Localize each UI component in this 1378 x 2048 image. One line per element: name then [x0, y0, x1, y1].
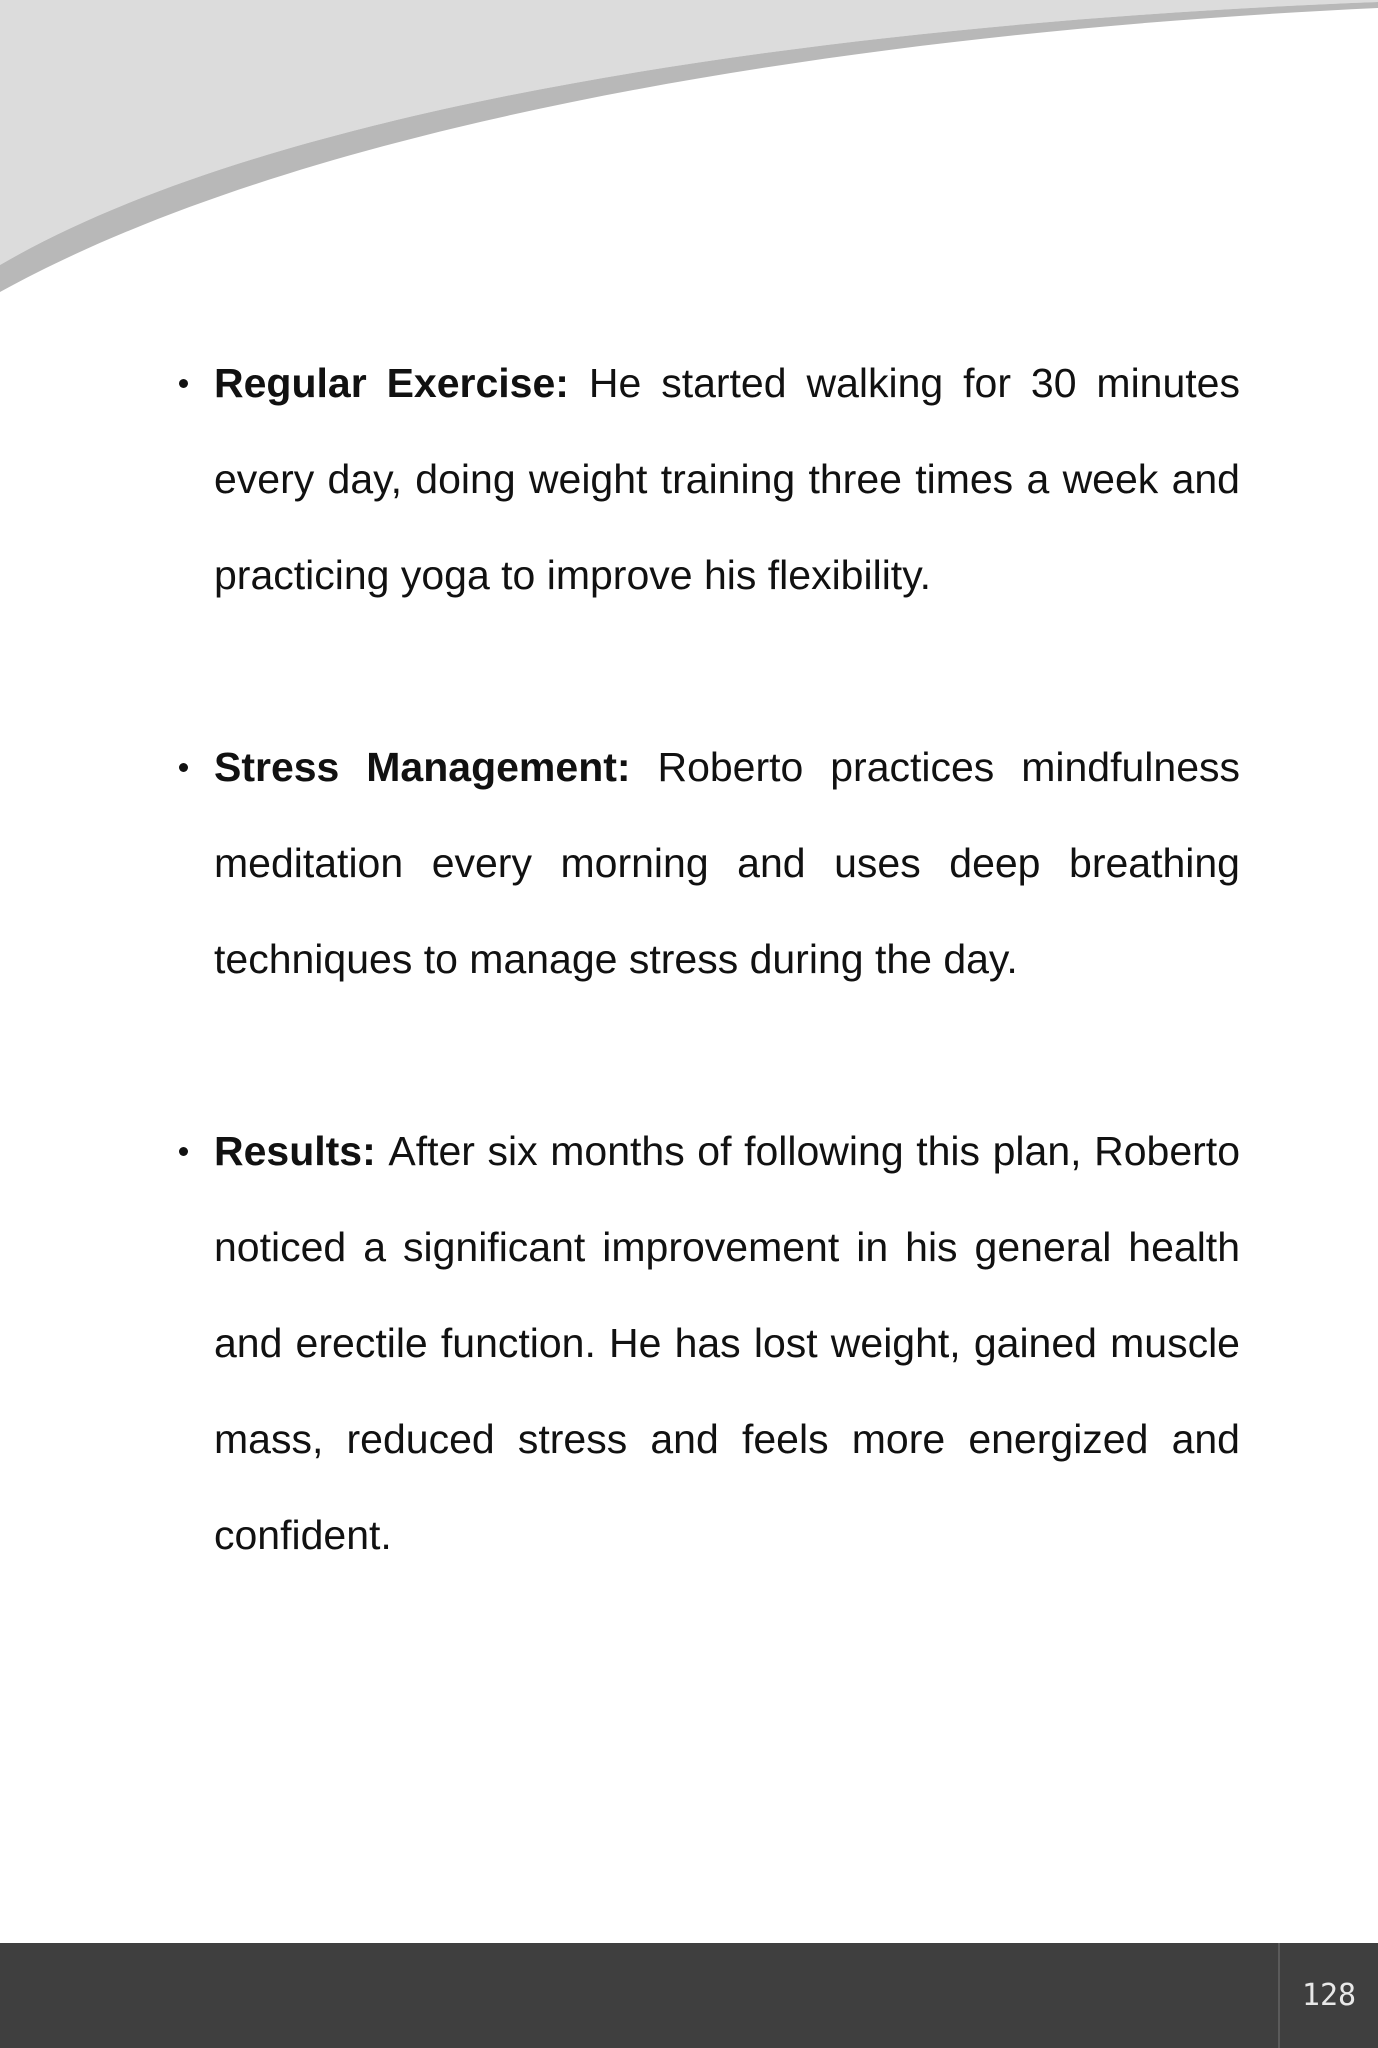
- bullet-item-results: [170, 1103, 1240, 1583]
- bullet-label: Results:: [214, 1128, 389, 1174]
- bullet-label: Regular Exercise:: [214, 360, 589, 406]
- bullet-text: Roberto practices mindfulness meditation every morning and uses deep breathing techniques to manage stress during the day.: [214, 744, 1241, 982]
- bullet-item-stress-management: [170, 719, 1240, 1007]
- bullet-text: He started walking for 30 minutes every day, doing weight training three times a week and practicing yoga to improve his flexibility.: [214, 360, 1240, 598]
- bullet-item-regular-exercise: [170, 335, 1240, 623]
- swoosh-fill: [0, 0, 1378, 265]
- bullet-dot-icon: [179, 379, 188, 388]
- bullet-label: Stress Management:: [214, 744, 658, 790]
- bullet-dot-icon: [179, 1147, 188, 1156]
- header-swoosh-decoration: [0, 0, 1378, 300]
- bullet-list: [170, 335, 1240, 1583]
- page-number: 128: [1278, 1943, 1378, 2048]
- bullet-dot-icon: [179, 763, 188, 772]
- footer-bar: [0, 1943, 1378, 2048]
- page-content: [170, 335, 1240, 1583]
- bullet-text: After six months of following this plan, Roberto noticed a significant improvement in his general health and erectile function. He has lost weight, gained muscle mass, reduced stress and feels more energized and confident.: [214, 1128, 1240, 1558]
